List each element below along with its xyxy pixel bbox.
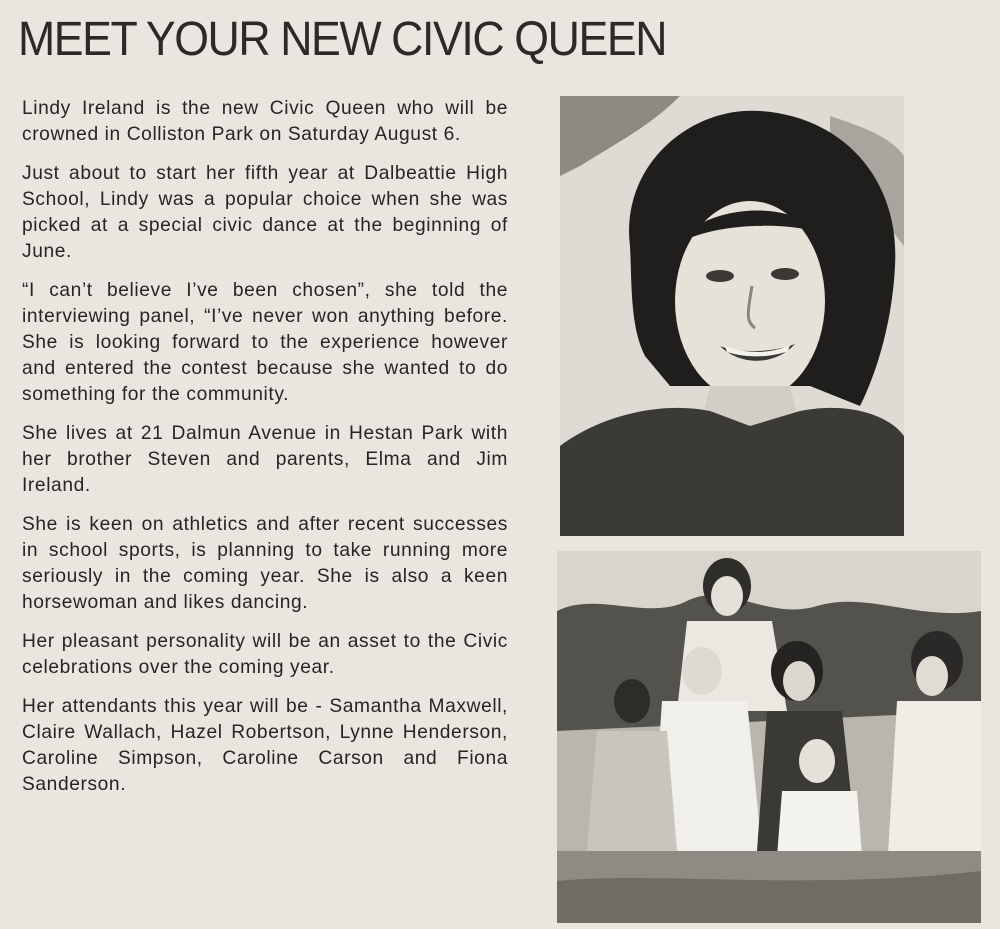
group-photo [557,551,981,923]
portrait-photo-icon [560,96,904,536]
group-photo-icon [557,551,981,923]
article-paragraph-4: She lives at 21 Dalmun Avenue in Hestan Park with her brother Steven and parents, Elma and Jim Ireland. [22,423,508,496]
article-body [22,96,508,811]
portrait-photo [560,96,904,536]
article-paragraph-2: Just about to start her fifth year at Dalbeattie High School, Lindy was a popular choice when she was picked at a special civic dance at the beginning of June. [22,163,508,262]
article-paragraph-5: She is keen on athletics and after recent successes in school sports, is planning to take running more seriously in the coming year. She is also a keen horsewoman and likes dancing. [22,514,508,613]
headline: MEET YOUR NEW CIVIC QUEEN [18,13,667,66]
article-paragraph-1: Lindy Ireland is the new Civic Queen who will be crowned in Colliston Park on Saturday August 6. [22,98,508,145]
article-paragraph-3: “I can’t believe I’ve been chosen”, she told the interviewing panel, “I’ve never won anything before. She is looking forward to the experience however and entered the contest because she wanted to do something for the community. [22,280,508,405]
article-paragraph-7: Her attendants this year will be - Samantha Maxwell, Claire Wallach, Hazel Robertson, Lynne Henderson, Caroline Simpson, Caroline Carson and Fiona Sanderson. [22,696,508,795]
article-paragraph-6: Her pleasant personality will be an asset to the Civic celebrations over the coming year. [22,631,508,678]
